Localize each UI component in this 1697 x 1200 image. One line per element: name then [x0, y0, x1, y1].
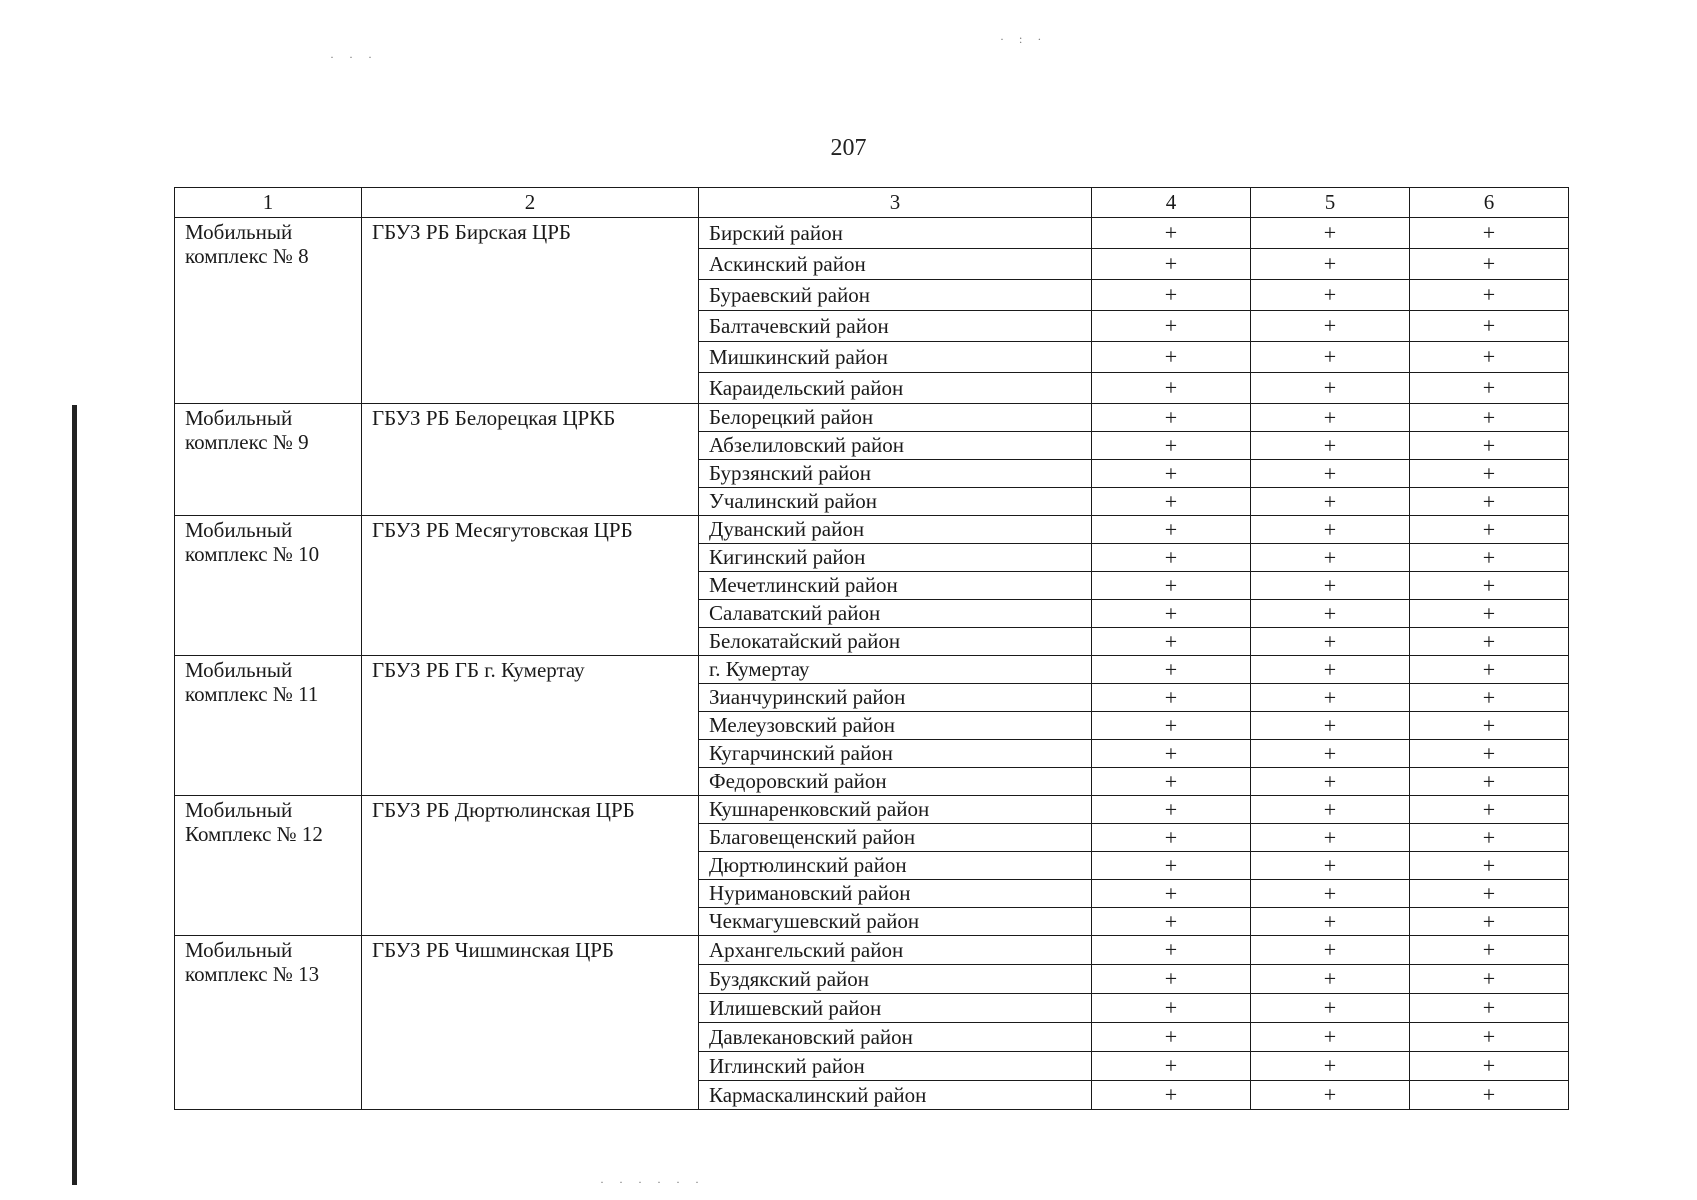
plus-mark-cell: + [1410, 1081, 1569, 1110]
district-cell: Нуримановский район [699, 880, 1092, 908]
district-cell: Караидельский район [699, 373, 1092, 404]
table-row [175, 218, 1569, 249]
plus-mark-cell: + [1410, 628, 1569, 656]
plus-mark-cell: + [1092, 908, 1251, 936]
plus-mark-cell: + [1092, 824, 1251, 852]
plus-mark-cell: + [1251, 249, 1410, 280]
district-cell: Дюртюлинский район [699, 852, 1092, 880]
scan-noise: · : · [1000, 32, 1048, 46]
hospital-cell: ГБУЗ РБ Чишминская ЦРБ [362, 936, 699, 1110]
plus-mark-cell: + [1410, 572, 1569, 600]
district-cell: Абзелиловский район [699, 432, 1092, 460]
plus-mark-cell: + [1251, 488, 1410, 516]
district-cell: Дуванский район [699, 516, 1092, 544]
plus-mark-cell: + [1251, 404, 1410, 432]
plus-mark-cell: + [1092, 218, 1251, 249]
plus-mark-cell: + [1092, 404, 1251, 432]
plus-mark-cell: + [1092, 656, 1251, 684]
plus-mark-cell: + [1410, 936, 1569, 965]
district-cell: Мечетлинский район [699, 572, 1092, 600]
district-cell: г. Кумертау [699, 656, 1092, 684]
plus-mark-cell: + [1410, 544, 1569, 572]
plus-mark-cell: + [1092, 936, 1251, 965]
hospital-cell: ГБУЗ РБ Месягутовская ЦРБ [362, 516, 699, 656]
plus-mark-cell: + [1092, 796, 1251, 824]
plus-mark-cell: + [1251, 796, 1410, 824]
district-cell: Федоровский район [699, 768, 1092, 796]
plus-mark-cell: + [1092, 880, 1251, 908]
district-cell: Илишевский район [699, 994, 1092, 1023]
district-cell: Белорецкий район [699, 404, 1092, 432]
plus-mark-cell: + [1410, 600, 1569, 628]
plus-mark-cell: + [1092, 1081, 1251, 1110]
hospital-cell: ГБУЗ РБ Дюртюлинская ЦРБ [362, 796, 699, 936]
plus-mark-cell: + [1251, 432, 1410, 460]
plus-mark-cell: + [1251, 1023, 1410, 1052]
plus-mark-cell: + [1410, 1023, 1569, 1052]
district-cell: Бирский район [699, 218, 1092, 249]
column-header: 5 [1251, 188, 1410, 218]
column-header: 1 [175, 188, 362, 218]
plus-mark-cell: + [1410, 712, 1569, 740]
district-cell: Благовещенский район [699, 824, 1092, 852]
plus-mark-cell: + [1251, 656, 1410, 684]
binding-margin-line [72, 405, 77, 1185]
plus-mark-cell: + [1092, 1052, 1251, 1081]
plus-mark-cell: + [1251, 460, 1410, 488]
plus-mark-cell: + [1410, 965, 1569, 994]
plus-mark-cell: + [1092, 994, 1251, 1023]
district-cell: Чекмагушевский район [699, 908, 1092, 936]
plus-mark-cell: + [1410, 218, 1569, 249]
plus-mark-cell: + [1092, 249, 1251, 280]
plus-mark-cell: + [1251, 852, 1410, 880]
district-cell: Иглинский район [699, 1052, 1092, 1081]
plus-mark-cell: + [1251, 1081, 1410, 1110]
district-assignment-table [174, 187, 1569, 1110]
plus-mark-cell: + [1410, 768, 1569, 796]
plus-mark-cell: + [1092, 280, 1251, 311]
plus-mark-cell: + [1410, 373, 1569, 404]
plus-mark-cell: + [1251, 684, 1410, 712]
plus-mark-cell: + [1092, 628, 1251, 656]
plus-mark-cell: + [1251, 994, 1410, 1023]
table-row [175, 796, 1569, 824]
plus-mark-cell: + [1410, 342, 1569, 373]
plus-mark-cell: + [1251, 373, 1410, 404]
hospital-cell: ГБУЗ РБ ГБ г. Кумертау [362, 656, 699, 796]
district-cell: Кушнаренковский район [699, 796, 1092, 824]
plus-mark-cell: + [1410, 740, 1569, 768]
plus-mark-cell: + [1251, 712, 1410, 740]
plus-mark-cell: + [1410, 311, 1569, 342]
district-cell: Мелеузовский район [699, 712, 1092, 740]
district-cell: Балтачевский район [699, 311, 1092, 342]
plus-mark-cell: + [1092, 572, 1251, 600]
plus-mark-cell: + [1410, 488, 1569, 516]
mobile-complex-cell: Мобильный комплекс № 13 [175, 936, 362, 1110]
plus-mark-cell: + [1410, 280, 1569, 311]
district-cell: Бураевский район [699, 280, 1092, 311]
plus-mark-cell: + [1251, 544, 1410, 572]
plus-mark-cell: + [1410, 994, 1569, 1023]
district-cell: Кармаскалинский район [699, 1081, 1092, 1110]
plus-mark-cell: + [1251, 280, 1410, 311]
district-cell: Учалинский район [699, 488, 1092, 516]
plus-mark-cell: + [1410, 249, 1569, 280]
plus-mark-cell: + [1092, 768, 1251, 796]
plus-mark-cell: + [1251, 1052, 1410, 1081]
plus-mark-cell: + [1092, 432, 1251, 460]
plus-mark-cell: + [1092, 516, 1251, 544]
plus-mark-cell: + [1092, 488, 1251, 516]
plus-mark-cell: + [1092, 852, 1251, 880]
plus-mark-cell: + [1251, 936, 1410, 965]
plus-mark-cell: + [1092, 712, 1251, 740]
page-number: 207 [830, 135, 867, 161]
plus-mark-cell: + [1092, 740, 1251, 768]
plus-mark-cell: + [1410, 404, 1569, 432]
scan-noise: · · · [330, 50, 378, 64]
mobile-complex-cell: Мобильный комплекс № 9 [175, 404, 362, 516]
district-cell: Белокатайский район [699, 628, 1092, 656]
scan-noise: · · · · · · [600, 1175, 705, 1189]
district-cell: Салаватский район [699, 600, 1092, 628]
district-cell: Кигинский район [699, 544, 1092, 572]
plus-mark-cell: + [1251, 600, 1410, 628]
plus-mark-cell: + [1251, 880, 1410, 908]
plus-mark-cell: + [1092, 311, 1251, 342]
column-header: 4 [1092, 188, 1251, 218]
hospital-cell: ГБУЗ РБ Белорецкая ЦРКБ [362, 404, 699, 516]
plus-mark-cell: + [1410, 656, 1569, 684]
table-row [175, 656, 1569, 684]
plus-mark-cell: + [1410, 852, 1569, 880]
plus-mark-cell: + [1410, 684, 1569, 712]
plus-mark-cell: + [1251, 740, 1410, 768]
district-cell: Мишкинский район [699, 342, 1092, 373]
plus-mark-cell: + [1251, 311, 1410, 342]
plus-mark-cell: + [1092, 1023, 1251, 1052]
district-cell: Аскинский район [699, 249, 1092, 280]
plus-mark-cell: + [1410, 460, 1569, 488]
district-cell: Давлекановский район [699, 1023, 1092, 1052]
district-cell: Архангельский район [699, 936, 1092, 965]
plus-mark-cell: + [1410, 1052, 1569, 1081]
plus-mark-cell: + [1410, 432, 1569, 460]
plus-mark-cell: + [1092, 965, 1251, 994]
plus-mark-cell: + [1410, 796, 1569, 824]
plus-mark-cell: + [1251, 516, 1410, 544]
hospital-cell: ГБУЗ РБ Бирская ЦРБ [362, 218, 699, 404]
column-header: 6 [1410, 188, 1569, 218]
table-row [175, 404, 1569, 432]
column-header: 2 [362, 188, 699, 218]
plus-mark-cell: + [1251, 908, 1410, 936]
column-header: 3 [699, 188, 1092, 218]
plus-mark-cell: + [1251, 218, 1410, 249]
plus-mark-cell: + [1410, 516, 1569, 544]
mobile-complex-cell: Мобильный комплекс № 8 [175, 218, 362, 404]
plus-mark-cell: + [1251, 342, 1410, 373]
plus-mark-cell: + [1251, 965, 1410, 994]
plus-mark-cell: + [1410, 824, 1569, 852]
table-row [175, 516, 1569, 544]
plus-mark-cell: + [1092, 460, 1251, 488]
mobile-complex-cell: Мобильный комплекс № 10 [175, 516, 362, 656]
plus-mark-cell: + [1092, 342, 1251, 373]
plus-mark-cell: + [1410, 880, 1569, 908]
header-row [175, 188, 1569, 218]
district-cell: Зианчуринский район [699, 684, 1092, 712]
district-cell: Буздякский район [699, 965, 1092, 994]
table-row [175, 936, 1569, 965]
plus-mark-cell: + [1092, 544, 1251, 572]
plus-mark-cell: + [1251, 628, 1410, 656]
plus-mark-cell: + [1092, 600, 1251, 628]
mobile-complex-cell: Мобильный комплекс № 11 [175, 656, 362, 796]
plus-mark-cell: + [1251, 572, 1410, 600]
plus-mark-cell: + [1251, 768, 1410, 796]
plus-mark-cell: + [1092, 684, 1251, 712]
mobile-complex-cell: Мобильный Комплекс № 12 [175, 796, 362, 936]
plus-mark-cell: + [1092, 373, 1251, 404]
district-cell: Кугарчинский район [699, 740, 1092, 768]
plus-mark-cell: + [1251, 824, 1410, 852]
district-cell: Бурзянский район [699, 460, 1092, 488]
plus-mark-cell: + [1410, 908, 1569, 936]
